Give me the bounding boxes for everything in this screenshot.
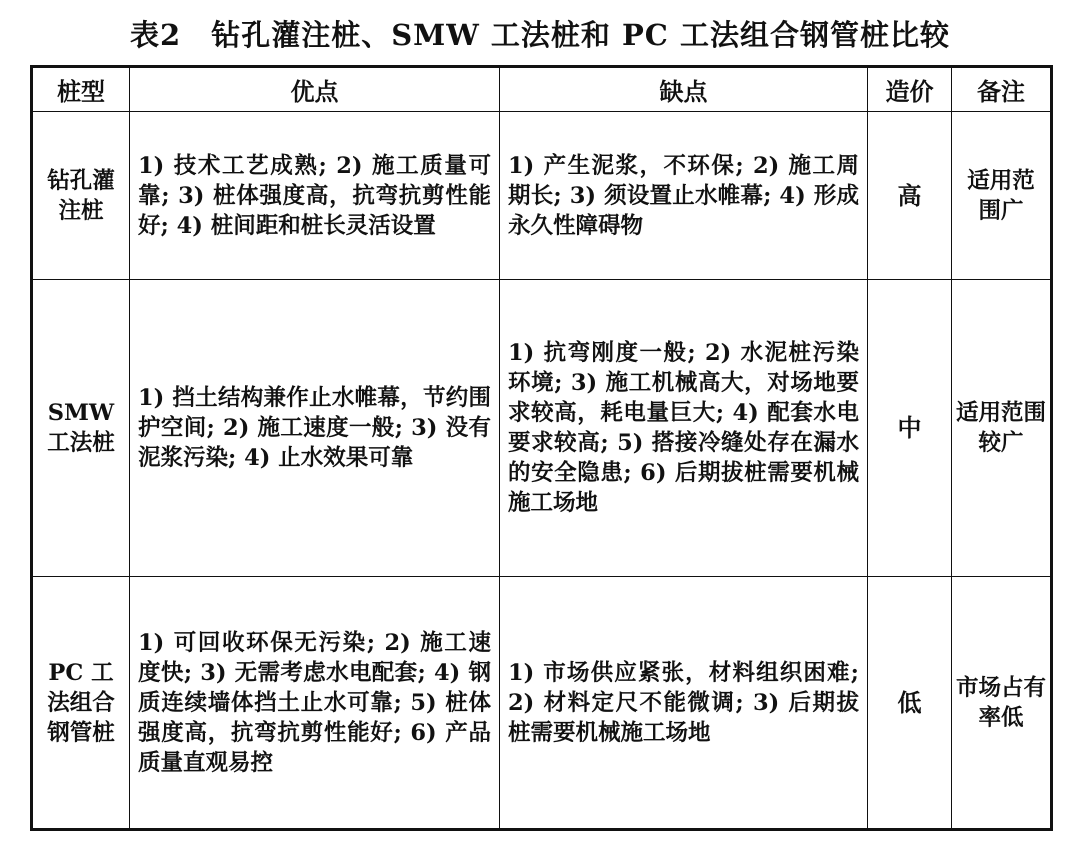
comparison-table	[30, 65, 1053, 831]
cons-cell: 1) 产生泥浆，不环保; 2) 施工周期长; 3) 须设置止水帷幕; 4) 形成永久性障碍物	[508, 152, 859, 239]
pile-type-cell: 钻孔灌注桩	[47, 167, 115, 224]
header-note: 备注	[952, 67, 1052, 112]
header-pile-type: 桩型	[32, 67, 130, 112]
table-title: 表2 钻孔灌注桩、SMW 工法桩和 PC 工法组合钢管桩比较	[130, 18, 950, 52]
cons-cell: 1) 市场供应紧张，材料组织困难; 2) 材料定尺不能微调; 3) 后期拔桩需要机械施工场地	[508, 659, 859, 746]
pile-type-cell: SMW 工法桩	[47, 400, 115, 456]
header-row	[32, 67, 1052, 112]
cost-cell: 中	[897, 413, 922, 442]
cost-cell: 低	[897, 687, 922, 717]
table-row	[32, 577, 1052, 830]
header-cons: 缺点	[500, 67, 868, 112]
note-cell: 市场占有率低	[955, 674, 1046, 731]
cons-cell: 1) 抗弯刚度一般; 2) 水泥桩污染环境; 3) 施工机械高大，对场地要求较高，耗电量巨大; 4) 配套水电要求较高; 5) 搭接冷缝处存在漏水的安全隐患; 6) 后期拔桩需要机械施工场地	[508, 340, 859, 516]
header-cost: 造价	[868, 67, 952, 112]
note-cell: 适用范围广	[967, 167, 1035, 224]
pros-cell: 1) 技术工艺成熟; 2) 施工质量可靠; 3) 桩体强度高，抗弯抗剪性能好; 4) 桩间距和桩长灵活设置	[138, 152, 491, 239]
note-cell: 适用范围较广	[955, 400, 1046, 456]
pros-cell: 1) 挡土结构兼作止水帷幕，节约围护空间; 2) 施工速度一般; 3) 没有泥浆污染; 4) 止水效果可靠	[138, 385, 491, 471]
cost-cell: 高	[897, 180, 922, 210]
pile-type-cell: PC 工法组合钢管桩	[47, 659, 115, 746]
table-row	[32, 112, 1052, 280]
pros-cell: 1) 可回收环保无污染; 2) 施工速度快; 3) 无需考虑水电配套; 4) 钢质连续墙体挡土止水可靠; 5) 桩体强度高，抗弯抗剪性能好; 6) 产品质量直观易控	[138, 629, 491, 776]
table-row	[32, 280, 1052, 577]
header-pros: 优点	[130, 67, 500, 112]
